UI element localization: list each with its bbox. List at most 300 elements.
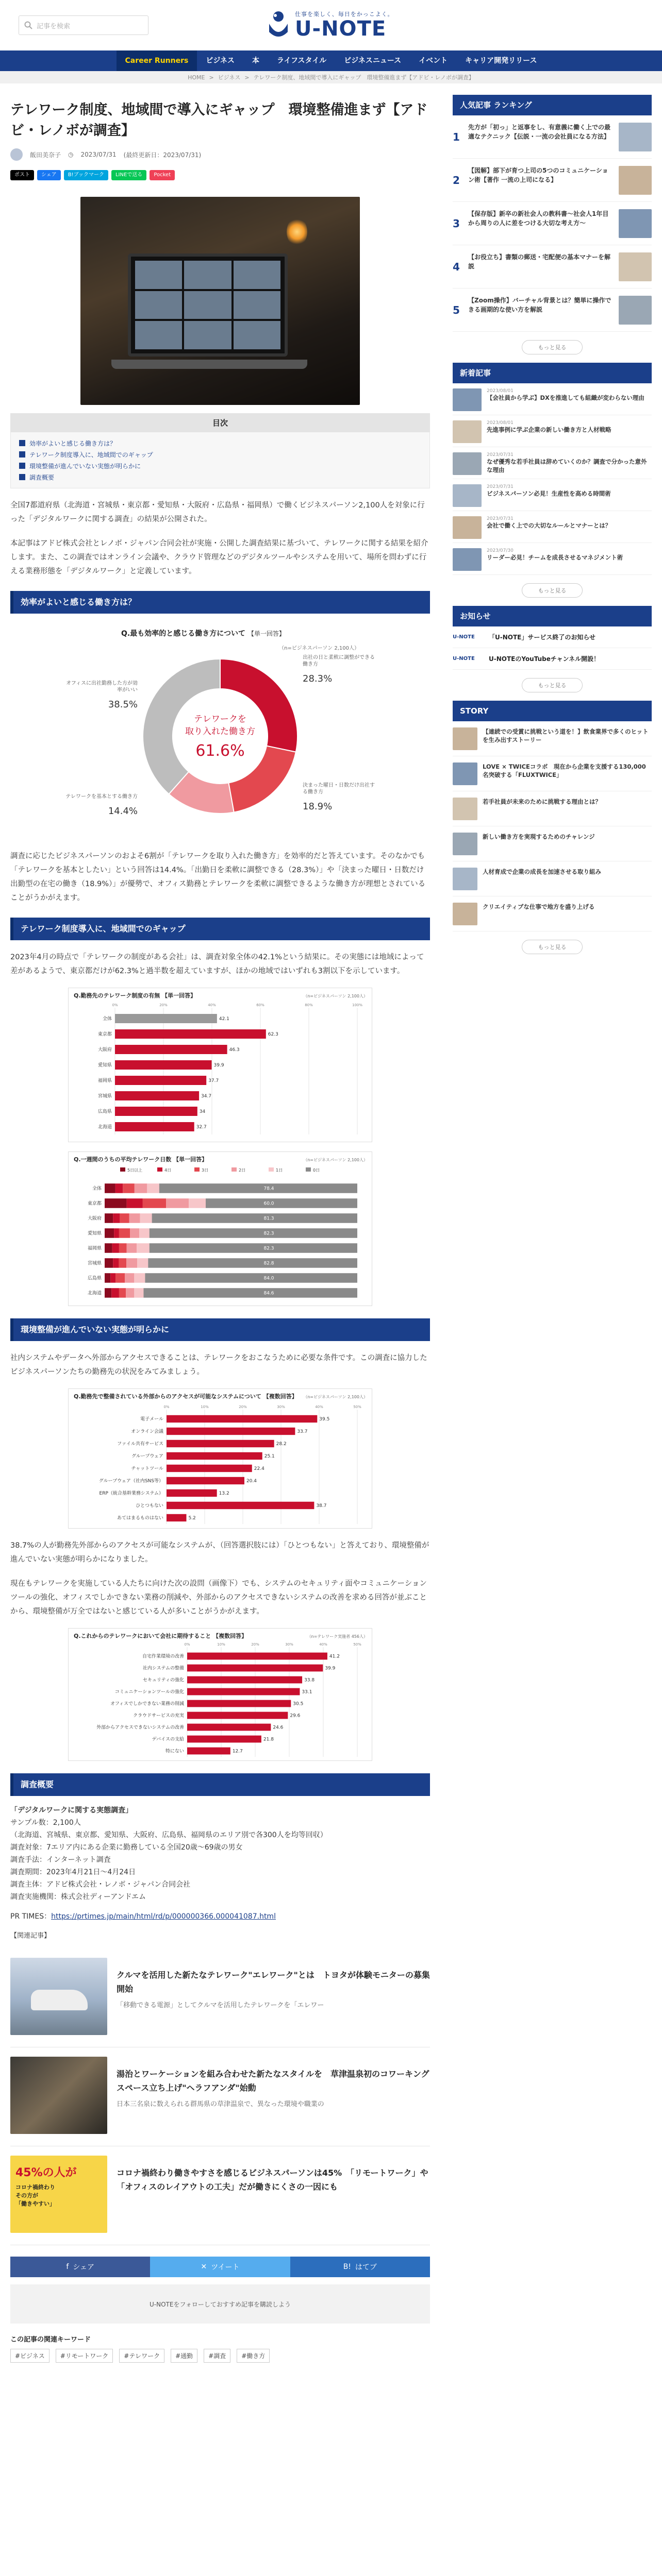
category-label: ひとつもない: [136, 1503, 163, 1509]
tick-label: 100%: [352, 1003, 363, 1007]
pie-slice-label: 決まった曜日・日数だけ出社す: [303, 783, 375, 788]
new-item[interactable]: [453, 479, 652, 511]
legend-swatch: [120, 1167, 125, 1172]
stacked-segment: [135, 1183, 147, 1193]
stacked-segment: [130, 1228, 139, 1238]
info-title[interactable]: 「U-NOTE」サービス終了のお知らせ: [489, 634, 595, 641]
stacked-value-label: 84.0: [263, 1276, 274, 1281]
pr-link[interactable]: https://prtimes.jp/main/html/rd/p/000000366.000041087.html: [51, 1912, 276, 1921]
legend-label: 0日: [313, 1168, 320, 1173]
category-label: 全体: [92, 1186, 102, 1192]
nav-item-0[interactable]: Career Runners: [117, 50, 197, 71]
breadcrumb-separator: >: [209, 74, 214, 81]
chart1-note: （n=ビジネスパーソン 2,100人）: [279, 646, 359, 651]
toc-bullet-icon: [19, 451, 25, 457]
tick-label: 60%: [256, 1003, 264, 1007]
tick-label: 20%: [159, 1003, 168, 1007]
bar: [115, 1107, 197, 1116]
ranking-item[interactable]: [453, 245, 652, 289]
story-title[interactable]: クリエイティブな仕事で地方を盛り上げる: [483, 903, 595, 910]
related-title-2[interactable]: 湯治とワーケーションを組み合わせた新たなスタイルを 草津温泉初のコワーキングスペース立ち上げ"ヘラフアンダ"始動: [117, 2069, 429, 2093]
category-label: オフィスでしかできない業務の削減: [110, 1701, 184, 1707]
related-thumb-3[interactable]: [10, 2156, 107, 2233]
laptop-screen: [128, 253, 288, 357]
category-label: オンライン会議: [131, 1429, 163, 1434]
hero-image: [80, 197, 360, 405]
nav-item-4[interactable]: ビジネスニュース: [344, 57, 402, 65]
category-label: 特にない: [165, 1749, 184, 1754]
tick-label: 20%: [239, 1405, 247, 1409]
author-name[interactable]: 飯田美奈子: [30, 151, 61, 159]
bar-value-label: 32.7: [196, 1125, 207, 1130]
chart-note: （n=ビジネスパーソン 2,100人）: [303, 994, 368, 998]
site-logo[interactable]: [267, 6, 394, 43]
category-label: 全体: [102, 1016, 112, 1022]
category-label: 大阪府: [87, 1216, 102, 1222]
new-item[interactable]: [453, 415, 652, 447]
nav-item-2[interactable]: 本: [252, 57, 259, 65]
overview-line: 調査実施機関：株式会社ディーアンドエム: [10, 1893, 146, 1901]
toc-item-label: 効率がよいと感じる働き方は？: [29, 439, 117, 447]
tick-label: 30%: [277, 1405, 285, 1409]
category-label: 自宅作業環境の改善: [142, 1654, 184, 1659]
story-header: STORY: [453, 701, 652, 721]
new-title[interactable]: ビジネスパーソン必見！生産性を高める時間術: [487, 490, 611, 497]
story-thumb[interactable]: [453, 903, 477, 925]
new-thumb[interactable]: [453, 452, 482, 475]
stacked-segment: [105, 1288, 111, 1298]
logo-wordmark: U-NOTE: [295, 17, 387, 41]
tick-label: 50%: [353, 1642, 361, 1647]
stacked-segment: [143, 1288, 357, 1298]
author-avatar[interactable]: [10, 148, 23, 161]
chart-title: Q.これからのテレワークにおいて会社に期待すること 【複数回答】: [74, 1633, 247, 1639]
story-item[interactable]: [453, 791, 652, 826]
toc-item[interactable]: [19, 449, 421, 460]
related-item-1[interactable]: [10, 1948, 430, 2047]
category-label: 大阪府: [97, 1047, 112, 1053]
bar: [115, 1029, 266, 1039]
related-title-3[interactable]: コロナ禍終わり働きやすさを感じるビジネスパーソンは45% 「リモートワーク」や「オフィスのレイアウトの工夫」だが働きにくさの一因にも: [117, 2168, 428, 2192]
stacked-segment: [137, 1243, 150, 1253]
ranking-title[interactable]: 【保存版】新卒の新社会人の教科書〜社会人1年目から周りの人に差をつける大切な考え方〜: [468, 210, 609, 227]
stacked-value-label: 82.3: [263, 1231, 274, 1236]
overview-line: サンプル数：2,100人: [10, 1819, 81, 1827]
ranking-thumb[interactable]: [619, 252, 652, 281]
hatena-share-button[interactable]: B! はてブ: [290, 2257, 430, 2277]
category-label: 電子メール: [140, 1417, 163, 1422]
keyword-tag[interactable]: #テレワーク: [119, 2349, 164, 2363]
story-thumb[interactable]: [453, 798, 477, 820]
stacked-value-label: 60.0: [263, 1201, 274, 1207]
bar: [187, 1665, 323, 1672]
bar-chart-access: [69, 1389, 373, 1529]
heading-gap: テレワーク制度導入に、地域間でのギャップ: [10, 918, 430, 940]
ranking-item[interactable]: [453, 115, 652, 159]
new-title[interactable]: なぜ優秀な若手社員は辞めていくのか？調査で分かった意外な理由: [487, 458, 647, 473]
category-label: 外部からアクセスできないシステムの改善: [96, 1725, 184, 1731]
toc-bullet-icon: [19, 474, 25, 480]
lead-paragraph: 全国7都道府県（北海道・宮城県・東京都・愛知県・大阪府・広島県・福岡県）で働くビジネスパーソン2,100人を対象に行った「デジタルワークに関する調査」の結果が公開された。: [10, 501, 425, 523]
nav-item-5[interactable]: イベント: [419, 57, 448, 65]
bar-value-label: 42.1: [219, 1016, 229, 1022]
logo-icon: [267, 9, 290, 40]
info-title[interactable]: U-NOTEのYouTubeチャンネル開設！: [489, 655, 600, 663]
search-box[interactable]: [19, 15, 148, 35]
bar-value-label: 62.3: [268, 1032, 278, 1037]
tick-label: 0%: [112, 1003, 118, 1007]
pie-center-label: テレワークを: [194, 714, 246, 724]
heading-environment: 環境整備が進んでいない実態が明らかに: [10, 1318, 430, 1341]
ranking-thumb[interactable]: [619, 123, 652, 151]
new-thumb[interactable]: [453, 420, 482, 443]
stacked-segment: [113, 1258, 119, 1268]
new-thumb[interactable]: [453, 484, 482, 507]
keyword-tag[interactable]: #調査: [204, 2349, 230, 2363]
bar: [167, 1477, 244, 1484]
related-item-3[interactable]: [10, 2146, 430, 2245]
env-paragraph-3: 現在もテレワークを実施している人たちに向けた次の設問（画像下）でも、システムのセキュリティ面やコミュニケーションツールの強化、オフィスでしかできない業務の削減や、外部からのアクセスできないシステムの改善を求める回答が並ぶことから、環境整備が万全ではないと感じている人が多いことがうかがえます。: [10, 1580, 427, 1616]
nav-item-6[interactable]: キャリア開発リリース: [465, 57, 537, 65]
overview-line: 調査対象：7エリア内にある企業に勤務している全国20歳～69歳の男女: [10, 1843, 243, 1852]
stacked-segment: [123, 1183, 135, 1193]
story-item[interactable]: [453, 861, 652, 896]
legend-swatch: [306, 1167, 311, 1172]
bar: [167, 1440, 274, 1447]
pie-slice-label: テレワークを基本とする働き方: [65, 794, 138, 800]
share-button-0[interactable]: ポスト: [10, 170, 34, 180]
lead-paragraph-2: 本記事はアドビ株式会社とレノボ・ジャパン合同会社が実施・公開した調査結果に基づいて、テレワークに関する結果を紹介します。また、この調査ではオンライン会議や、クラウド管理などのデジタルツールやシステムを用いて、場所を問わずに行える業務形態を「デジタルワーク」と定義しています。: [10, 539, 428, 575]
new-item[interactable]: [453, 543, 652, 575]
pie-slice-value: 14.4%: [108, 806, 138, 817]
bar-value-label: 39.9: [213, 1063, 224, 1068]
bar-value-label: 13.2: [219, 1491, 229, 1496]
legend-label: 4日: [164, 1168, 172, 1173]
related-label: 【関連記事】: [10, 1932, 51, 1940]
keywords-title: この記事の関連キーワード: [10, 2336, 91, 2344]
pie-slice-label: オフィスに出社勤務した方が効: [66, 681, 138, 686]
story-title[interactable]: 人材育成で企業の成長を加速させる取り組み: [483, 868, 601, 875]
new-title[interactable]: リーダー必見！チームを成長させるマネジメント術: [487, 554, 623, 561]
new-title[interactable]: 先進事例に学ぶ企業の新しい働き方と人材戦略: [487, 426, 611, 433]
tick-label: 30%: [285, 1642, 293, 1647]
category-label: 宮城県: [97, 1094, 112, 1099]
legend-label: 3日: [202, 1168, 209, 1173]
bar: [115, 1045, 227, 1054]
ranking-header: 人気記事 ランキング: [453, 95, 652, 115]
story-item[interactable]: [453, 756, 652, 791]
breadcrumb-item[interactable]: ビジネス: [218, 74, 241, 81]
bar-value-label: 34.7: [201, 1094, 212, 1099]
ranking-number: 3: [453, 217, 460, 230]
legend-label: 1日: [276, 1168, 283, 1173]
category-label: 愛知県: [87, 1231, 102, 1236]
toc-item[interactable]: [19, 471, 421, 483]
category-label: ERP（統合基幹業務システム）: [99, 1491, 163, 1496]
info-logo: U-NOTE: [453, 656, 475, 662]
story-thumb[interactable]: [453, 833, 477, 855]
story-thumb[interactable]: [453, 762, 477, 785]
breadcrumb: [0, 71, 662, 83]
category-label: 福岡県: [97, 1078, 112, 1083]
lamp-bulb: [287, 217, 307, 246]
ranking-item[interactable]: [453, 289, 652, 332]
toc-title: 目次: [11, 414, 429, 432]
stacked-segment: [119, 1288, 126, 1298]
global-nav: [0, 50, 662, 71]
ranking-title[interactable]: 先方が「初っ」と返事をし、有意義に働く上での最適なテクニック【伝説・一流の会社員になる方法】: [468, 124, 611, 140]
share-button-2[interactable]: B!ブックマーク: [64, 170, 108, 180]
story-title[interactable]: LOVE × TWICEコラボ 現在から企業を支援する130,000名突破する「FLUXTWICE」: [483, 763, 646, 778]
bar-chart-system: [69, 988, 373, 1143]
ranking-thumb[interactable]: [619, 296, 652, 325]
new-date: 2023/08/01: [487, 388, 514, 394]
table-of-contents: [10, 413, 430, 488]
chart-note: （n=ビジネスパーソン 2,100人）: [303, 1395, 368, 1399]
bar: [167, 1465, 252, 1472]
stacked-segment: [119, 1228, 130, 1238]
story-more-button[interactable]: もっと見る: [522, 940, 583, 954]
stacked-segment: [148, 1258, 357, 1268]
chart-access-systems: [68, 1388, 372, 1529]
stacked-segment: [159, 1183, 357, 1193]
category-label: 愛知県: [97, 1063, 112, 1068]
new-item[interactable]: [453, 447, 652, 479]
related-excerpt-1: 「移動できる電源」としてクルマを活用したテレワークを「エレワー: [117, 2002, 324, 2009]
bar-value-label: 33.1: [302, 1689, 312, 1695]
related-item-2[interactable]: [10, 2047, 430, 2146]
stacked-segment: [126, 1288, 134, 1298]
pr-line: [10, 1910, 430, 1923]
bar-value-label: 21.8: [263, 1737, 274, 1742]
pr-label: PR TIMES：: [10, 1912, 52, 1921]
keyword-tag[interactable]: #ビジネス: [10, 2349, 49, 2363]
bar: [187, 1748, 230, 1755]
new-thumb[interactable]: [453, 516, 482, 539]
ranking-number: 4: [453, 261, 460, 273]
twitter-icon: ✕: [201, 2263, 207, 2271]
toc-item[interactable]: [19, 460, 421, 471]
pie-slice-value: 18.9%: [303, 801, 333, 812]
search-placeholder: 記事を検索: [37, 22, 71, 30]
share-button-1[interactable]: シェア: [37, 170, 61, 180]
bar: [187, 1724, 271, 1731]
story-thumb[interactable]: [453, 727, 477, 750]
tick-label: 40%: [319, 1642, 327, 1647]
story-item[interactable]: [453, 826, 652, 861]
bar: [187, 1688, 300, 1696]
bar: [115, 1014, 217, 1023]
tick-label: 80%: [305, 1003, 313, 1007]
stacked-segment: [134, 1273, 145, 1283]
new-title[interactable]: 【会社員から学ぶ】DXを推進しても組織が変わらない理由: [487, 394, 644, 401]
keyword-tag[interactable]: #通勤: [171, 2349, 197, 2363]
overview-line: 調査主体：アドビ株式会社・レノボ・ジャパン合同会社: [10, 1880, 191, 1889]
nav-item-3[interactable]: ライフスタイル: [276, 57, 327, 65]
stacked-value-label: 82.8: [263, 1261, 274, 1266]
stacked-segment: [105, 1258, 113, 1268]
tick-label: 10%: [217, 1642, 225, 1647]
related-thumb-3-caption: コロナ禍終わり その方が 「働きやすい」: [15, 2184, 55, 2207]
bar-value-label: 22.4: [254, 1466, 264, 1471]
ranking-thumb[interactable]: [619, 209, 652, 238]
bar-value-label: 39.5: [319, 1417, 330, 1422]
overview-line: 調査期間：2023年4月21日～4月24日: [10, 1868, 136, 1876]
breadcrumb-item[interactable]: HOME: [188, 74, 205, 81]
story-thumb[interactable]: [453, 868, 477, 890]
ranking-item[interactable]: [453, 202, 652, 245]
bar-chart-expect: [69, 1629, 373, 1761]
related-title-1[interactable]: クルマを活用した新たなテレワーク"エレワーク"とは トヨタが体験モニターの募集開始: [117, 1970, 430, 1994]
tick-label: 20%: [251, 1642, 259, 1647]
pie-center-value: 61.6%: [195, 742, 245, 760]
stacked-segment: [105, 1228, 114, 1238]
bar: [167, 1428, 295, 1435]
toc-bullet-icon: [19, 463, 25, 469]
clock-icon: ◷: [68, 151, 74, 158]
chart-telework-system: [68, 988, 372, 1142]
stacked-segment: [105, 1213, 113, 1223]
pie-slice-value: 38.5%: [108, 699, 138, 710]
overview-line: 調査手法：インターネット調査: [10, 1856, 111, 1864]
stacked-segment: [114, 1228, 119, 1238]
laptop-base: [111, 360, 307, 369]
ranking-thumb[interactable]: [619, 166, 652, 195]
bar: [167, 1514, 186, 1521]
category-label: 社内システムの整備: [142, 1666, 184, 1671]
tick-label: 40%: [315, 1405, 323, 1409]
new-header: 新着記事: [453, 363, 652, 383]
new-item[interactable]: [453, 383, 652, 415]
bar: [167, 1502, 314, 1509]
ranking-more-button[interactable]: もっと見る: [522, 340, 583, 354]
bar: [167, 1452, 262, 1460]
related-thumb-2[interactable]: [10, 2057, 107, 2134]
story-title[interactable]: 若手社員が未来のために挑戦する理由とは？: [483, 798, 601, 805]
new-item[interactable]: [453, 511, 652, 543]
story-title[interactable]: 新しい働き方を実現するためのチャレンジ: [483, 833, 595, 840]
article-meta: [10, 148, 430, 161]
ranking-title[interactable]: 【図解】部下が育つ上司の5つのコミュニケーション術【著作 一流の上司になる】: [468, 167, 608, 183]
bar: [187, 1653, 327, 1660]
article-main: [10, 95, 430, 2363]
story-item[interactable]: [453, 721, 652, 756]
toc-item[interactable]: [19, 437, 421, 449]
stacked-segment: [113, 1213, 120, 1223]
bar-value-label: 37.7: [208, 1078, 219, 1083]
chart-title: Q.勤務先のテレワーク制度の有無 【単一回答】: [74, 992, 196, 999]
chart-note: （n=ビジネスパーソン 2,100人）: [303, 1158, 368, 1162]
share-button-3[interactable]: LINEで送る: [111, 170, 146, 180]
info-more-button[interactable]: もっと見る: [522, 678, 583, 692]
toc-bullet-icon: [19, 440, 25, 446]
stacked-segment: [105, 1198, 127, 1208]
legend-swatch: [231, 1167, 237, 1172]
ranking-item[interactable]: [453, 159, 652, 202]
story-title[interactable]: 【連続での受賞に挑戦という道を！】飲食業界で多くのヒットを生み出すストーリー: [483, 728, 649, 743]
category-label: 北海道: [87, 1291, 102, 1296]
related-thumb-1[interactable]: [10, 1958, 107, 2035]
bar: [187, 1700, 291, 1707]
stacked-segment: [105, 1183, 115, 1193]
stacked-segment: [112, 1243, 119, 1253]
bar-value-label: 38.7: [316, 1503, 327, 1509]
breadcrumb-separator: >: [244, 74, 250, 81]
info-item[interactable]: [453, 626, 652, 648]
category-label: グループウェア（社内SNS等）: [98, 1479, 163, 1484]
chart-title: Q.勤務先で整備されている外部からのアクセスが可能なシステムについて 【複数回答】: [74, 1393, 297, 1400]
tick-label: 50%: [353, 1405, 361, 1409]
stacked-segment: [147, 1183, 159, 1193]
sidebar: [453, 95, 652, 962]
chart-note: （n=テレワーク実施者 456人）: [307, 1634, 368, 1639]
breadcrumb-item[interactable]: テレワーク制度、地域間で導入にギャップ 環境整備進まず【アドビ・レノボが調査】: [253, 74, 474, 81]
search-icon: [24, 21, 32, 29]
overview-line: （北海道、宮城県、東京都、愛知県、大阪府、広島県、福岡県のエリア別で各300人を均等回収）: [10, 1831, 327, 1839]
stacked-segment: [115, 1183, 123, 1193]
site-header: [0, 0, 662, 50]
keyword-tag[interactable]: #リモートワーク: [56, 2349, 113, 2363]
stacked-segment: [137, 1258, 148, 1268]
legend-label: 5日以上: [127, 1168, 143, 1173]
stacked-segment: [126, 1258, 137, 1268]
new-date: 2023/08/01: [487, 420, 514, 426]
bar-value-label: 25.1: [264, 1454, 275, 1459]
story-item[interactable]: [453, 896, 652, 931]
stacked-segment: [129, 1213, 140, 1223]
stacked-segment: [127, 1198, 143, 1208]
bar-value-label: 41.2: [329, 1654, 340, 1659]
bar-value-label: 33.7: [297, 1429, 308, 1434]
new-thumb[interactable]: [453, 548, 482, 571]
bar: [187, 1712, 288, 1719]
category-label: デバイスの支給: [152, 1737, 184, 1742]
facebook-icon: f: [66, 2263, 69, 2271]
bar-value-label: 20.4: [246, 1479, 257, 1484]
stacked-segment: [115, 1273, 125, 1283]
follow-box: U-NOTEをフォローしておすすめ記事を購読しよう: [10, 2284, 430, 2324]
category-label: 広島県: [87, 1276, 102, 1281]
new-thumb[interactable]: [453, 388, 482, 411]
share-button-4[interactable]: Pocket: [150, 170, 175, 180]
keyword-tags: [10, 2349, 430, 2363]
hatena-icon: B!: [343, 2263, 351, 2271]
facebook-share-button[interactable]: f シェア: [10, 2257, 150, 2277]
twitter-share-button[interactable]: ✕ ツイート: [150, 2257, 290, 2277]
keyword-tag[interactable]: #働き方: [237, 2349, 270, 2363]
new-title[interactable]: 会社で働く上での大切なルールとマナーとは？: [487, 522, 611, 529]
stacked-segment: [119, 1258, 126, 1268]
stacked-segment: [105, 1273, 110, 1283]
pie-slice-label: 率がいい: [117, 687, 138, 693]
ranking-title[interactable]: 【Zoom操作】バーチャル背景とは？簡単に操作できる画期的な使い方を解説: [468, 297, 611, 313]
info-item[interactable]: [453, 648, 652, 670]
bar-value-label: 34: [199, 1109, 206, 1114]
stacked-segment: [111, 1288, 119, 1298]
tick-label: 0%: [184, 1642, 190, 1647]
chart-telework-days: [68, 1151, 372, 1306]
category-label: 東京都: [97, 1032, 112, 1037]
stacked-segment: [166, 1198, 189, 1208]
ranking-title[interactable]: 【お役立ち】書類の郵送・宅配便の基本マナーを解説: [468, 253, 611, 270]
bar: [115, 1122, 194, 1131]
new-more-button[interactable]: もっと見る: [522, 583, 583, 598]
bar-value-label: 24.6: [273, 1725, 284, 1731]
ranking-number: 2: [453, 174, 460, 187]
heading-efficiency: 効率がよいと感じる働き方は？: [10, 591, 430, 614]
bar: [187, 1676, 302, 1684]
nav-item-1[interactable]: ビジネス: [206, 57, 235, 65]
